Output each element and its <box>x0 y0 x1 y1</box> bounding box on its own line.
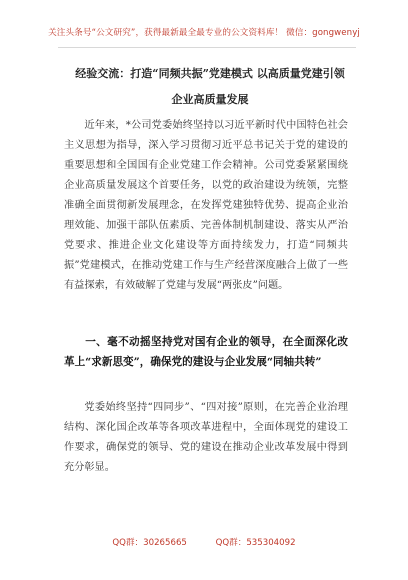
section-heading-1: 一、毫不动摇坚持党对国有企业的领导，在全面深化改革上“求新思变”，确保党的建设与企业发展“同轴共转” <box>64 336 348 368</box>
document-title-line-2: 企业高质量发展 <box>171 93 249 106</box>
header-divider <box>58 47 356 48</box>
header-banner: 关注头条号“公文研究”，获得最新最全最专业的公文资料库！ 微信：gongwenyj <box>48 28 360 38</box>
body-paragraph-section-1: 党委始终坚持“四同步”、“四对接”原则，在完善企业治理结构、深化国企改革等各项改革进程中，全面体现党的建设工作要求，确保党的领导、党的建设在推动企业改革发展中得到充分彰显。 <box>64 402 348 473</box>
document-title-line-1: 经验交流：打造“同频共振”党建模式 以高质量党建引领 <box>75 67 345 80</box>
footer-qq-group-2: QQ群：535304092 <box>215 538 296 548</box>
body-paragraph-intro: 近年来，*公司党委始终坚持以习近平新时代中国特色社会主义思想为指导，深入学习贯彻习近平总书记关于党的建设的重要思想和全国国有企业党建工作会精神。公司党委紧紧围绕企业高质量发展这个首要任务，以党的政治建设为统领，完整准确全面贯彻新发展理念，在发挥党建独特优势、提高企业治理效能、加强干部队伍素质、完善体制机制建设、落实从严治党要求、推进企业文化建设等方面持续发力，打造“同频共振”党建模式，在推动党建工作与生产经营深度融合上做了一些有益探索，有效破解了党建与发展“两张皮”问题。 <box>64 120 348 291</box>
footer-contact <box>0 536 408 548</box>
footer-qq-group-1: QQ群：30265665 <box>112 538 187 548</box>
